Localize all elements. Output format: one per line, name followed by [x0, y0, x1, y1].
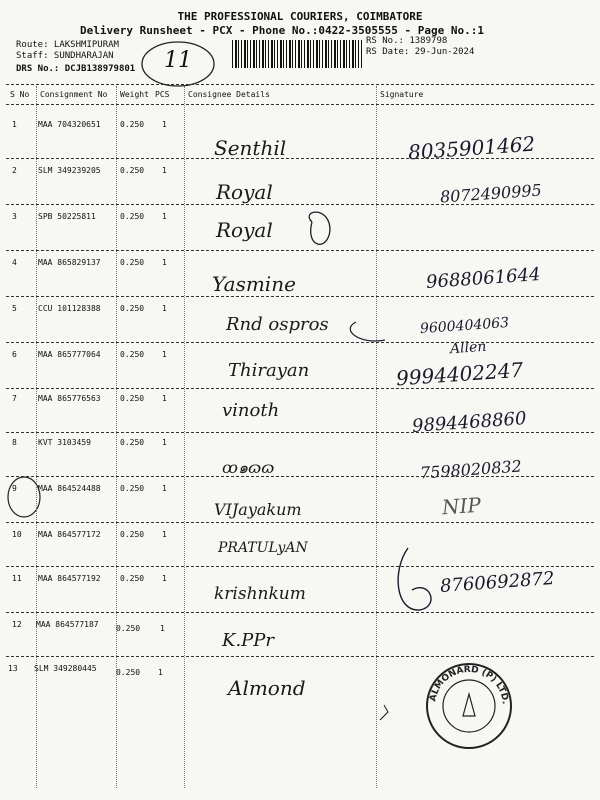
- row-consignment: SLM 349280445: [34, 664, 97, 673]
- row-pcs: 1: [158, 668, 163, 677]
- row-consignment: MAA 864524488: [38, 484, 101, 493]
- row-divider: [6, 566, 594, 567]
- row-weight: 0.250: [120, 350, 145, 359]
- consignee-handwriting: VIJayakum: [214, 500, 302, 519]
- row-divider: [6, 522, 594, 523]
- signature-handwriting: NIP: [441, 492, 482, 520]
- stamp-inner: [443, 680, 495, 732]
- row-divider: [6, 388, 594, 389]
- row-consignment: MAA 864577187: [36, 620, 99, 629]
- column-header-pcs: PCS: [155, 90, 170, 99]
- row-sno: 10: [12, 530, 22, 539]
- consignee-handwriting: Almond: [228, 676, 306, 700]
- column-separator: [36, 86, 37, 788]
- row-pcs: 1: [162, 530, 167, 539]
- stamp-emblem-icon: [463, 694, 475, 716]
- row-divider: [6, 656, 594, 657]
- row-consignment: MAA 865776563: [38, 394, 101, 403]
- row-weight: 0.250: [120, 304, 145, 313]
- consignee-handwriting: krishnkum: [214, 584, 306, 604]
- signature-scribble: [309, 212, 330, 244]
- consignee-handwriting: Senthil: [214, 136, 287, 160]
- row-sno: 13: [8, 664, 18, 673]
- column-header-weight: Weight: [120, 90, 149, 99]
- signature-handwriting: 8072490995: [439, 180, 543, 207]
- row-divider: [6, 612, 594, 613]
- signature-handwriting: 7598020832: [419, 456, 523, 483]
- row-weight: 0.250: [116, 668, 141, 677]
- row-divider: [6, 296, 594, 297]
- row-weight: 0.250: [120, 574, 145, 583]
- stamp-text: ALMONARD (P) LTD.: [428, 664, 510, 705]
- drs-number: DRS No.: DCJB138979801: [16, 64, 136, 74]
- row-consignment: MAA 864577192: [38, 574, 101, 583]
- row-sno: 8: [12, 438, 17, 447]
- row-weight: 0.250: [120, 212, 145, 221]
- signature-handwriting: 9994402247: [395, 357, 524, 391]
- consignee-handwriting: Royal: [216, 218, 273, 242]
- handwritten-count: 11: [164, 48, 192, 73]
- row-sno: 4: [12, 258, 17, 267]
- row-pcs: 1: [162, 394, 167, 403]
- row-weight: 0.250: [120, 530, 145, 539]
- row-sno: 12: [12, 620, 22, 629]
- staff-label: Staff: SUNDHARAJAN: [16, 51, 114, 61]
- signature-handwriting: 9688061644: [425, 264, 542, 293]
- row-weight: 0.250: [120, 166, 145, 175]
- column-header-consignment: Consignment No: [40, 90, 108, 99]
- signature-handwriting: 8035901462: [407, 131, 536, 165]
- stamp-outer: [427, 664, 511, 748]
- column-header-sno: S No: [10, 90, 30, 99]
- consignee-handwriting: vinoth: [222, 400, 280, 421]
- signature-handwriting: 8760692872: [439, 568, 556, 597]
- rs-number: RS No.: 1389798: [366, 36, 448, 46]
- row-pcs: 1: [162, 304, 167, 313]
- row-sno: 2: [12, 166, 17, 175]
- signature-scribble: [380, 705, 388, 720]
- note-handwriting: Allen: [449, 338, 487, 358]
- column-separator: [184, 86, 185, 788]
- row-sno: 9: [12, 484, 17, 493]
- signature-handwriting: 9894468860: [411, 408, 528, 437]
- row-pcs: 1: [162, 258, 167, 267]
- row-consignment: SLM 349239205: [38, 166, 101, 175]
- route-label: Route: LAKSHMIPURAM: [16, 40, 119, 50]
- column-separator: [376, 86, 377, 788]
- row-sno: 1: [12, 120, 17, 129]
- row-consignment: MAA 865777064: [38, 350, 101, 359]
- column-header-signature: Signature: [380, 90, 424, 99]
- row-weight: 0.250: [120, 394, 145, 403]
- signature-scribble: [398, 548, 431, 610]
- row-divider: [6, 204, 594, 205]
- column-header-consignee: Consignee Details: [188, 90, 270, 99]
- consignee-handwriting: Yasmine: [212, 272, 296, 296]
- row-pcs: 1: [162, 574, 167, 583]
- signature-scribble: [350, 322, 385, 341]
- row-divider: [6, 476, 594, 477]
- consignee-handwriting: K.PPr: [222, 630, 274, 651]
- row-consignment: CCU 101128388: [38, 304, 101, 313]
- consignee-handwriting: PRATULyAN: [218, 540, 308, 556]
- row-consignment: SPB 50225811: [38, 212, 96, 221]
- row-divider: [6, 250, 594, 251]
- row-sno: 3: [12, 212, 17, 221]
- consignee-handwriting: ꝏ๑ɷɷ: [222, 458, 275, 477]
- row-pcs: 1: [162, 484, 167, 493]
- runsheet-subtitle: Delivery Runsheet - PCX - Phone No.:0422-3505555 - Page No.:1: [80, 24, 484, 37]
- row-sno: 5: [12, 304, 17, 313]
- row-pcs: 1: [162, 438, 167, 447]
- row-divider: [6, 158, 594, 159]
- consignee-handwriting: Rnd ospros: [226, 314, 329, 335]
- row-pcs: 1: [162, 120, 167, 129]
- row-consignment: MAA 704320651: [38, 120, 101, 129]
- divider: [6, 84, 594, 85]
- consignee-handwriting: Thirayan: [228, 360, 310, 381]
- row-consignment: MAA 865829137: [38, 258, 101, 267]
- row-sno: 6: [12, 350, 17, 359]
- row-divider: [6, 342, 594, 343]
- row-weight: 0.250: [120, 258, 145, 267]
- row-weight: 0.250: [120, 484, 145, 493]
- row-pcs: 1: [162, 166, 167, 175]
- signature-handwriting: 9600404063: [419, 314, 510, 338]
- consignee-handwriting: Royal: [216, 180, 273, 204]
- row-pcs: 1: [162, 350, 167, 359]
- company-title: THE PROFESSIONAL COURIERS, COIMBATORE: [177, 10, 423, 23]
- row-consignment: KVT 3103459: [38, 438, 91, 447]
- row-weight: 0.250: [120, 120, 145, 129]
- row-divider: [6, 432, 594, 433]
- row-weight: 0.250: [116, 624, 141, 633]
- divider: [6, 104, 594, 105]
- row-pcs: 1: [160, 624, 165, 633]
- column-separator: [116, 86, 117, 788]
- row-pcs: 1: [162, 212, 167, 221]
- row-sno: 7: [12, 394, 17, 403]
- row-weight: 0.250: [120, 438, 145, 447]
- rs-date: RS Date: 29-Jun-2024: [366, 47, 475, 57]
- row-sno: 11: [12, 574, 22, 583]
- row-consignment: MAA 864577172: [38, 530, 101, 539]
